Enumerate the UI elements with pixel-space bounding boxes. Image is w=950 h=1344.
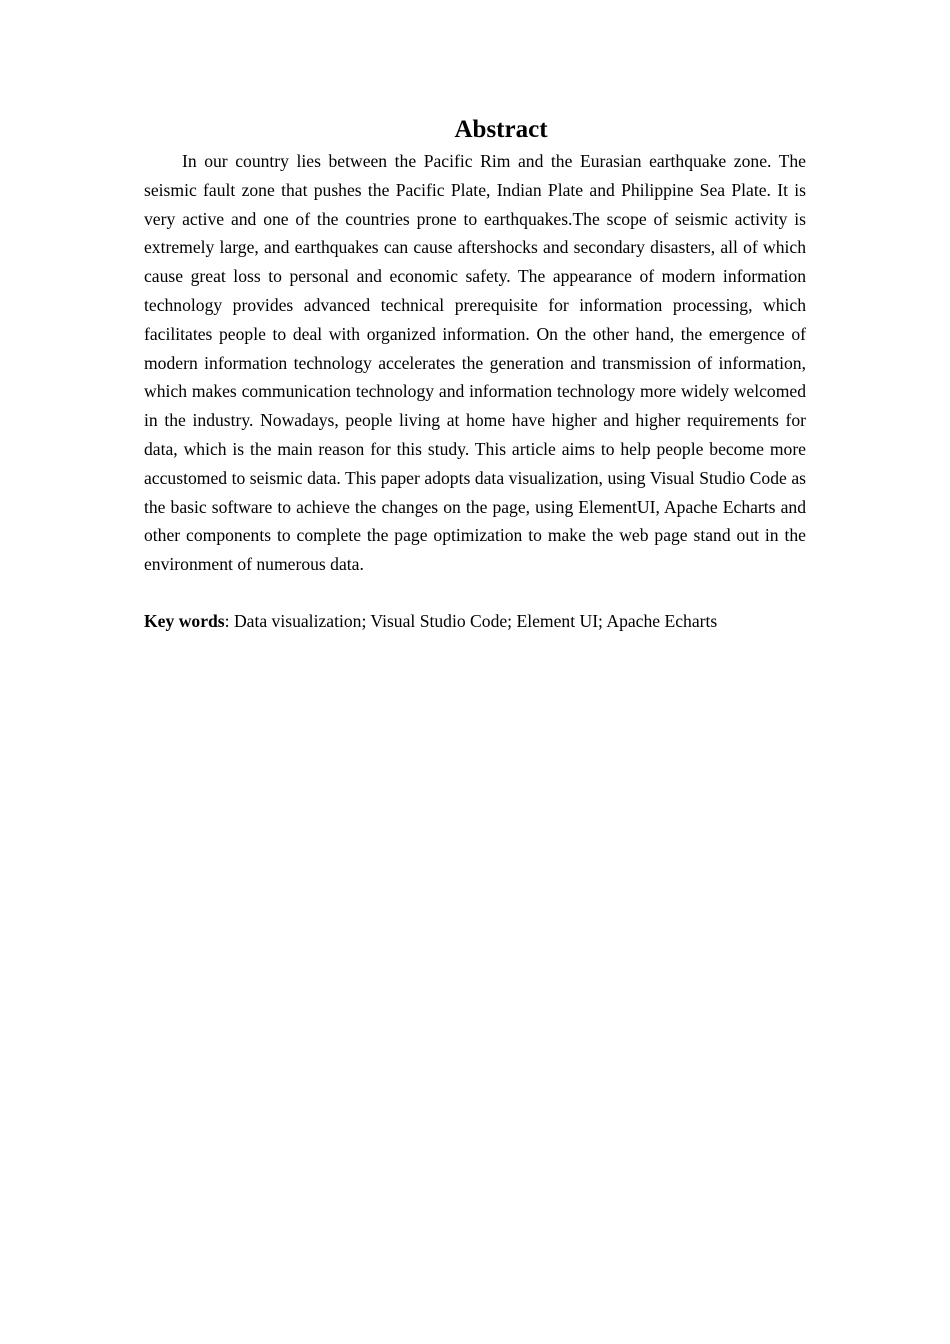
keywords-line [144, 607, 806, 636]
keywords-text: Data visualization; Visual Studio Code; Element UI; Apache Echarts [233, 610, 718, 631]
document-page [144, 113, 806, 636]
keywords-separator: : [224, 610, 234, 631]
keywords-label: Key words [144, 610, 225, 631]
abstract-body: In our country lies between the Pacific Rim and the Eurasian earthquake zone. The seismic fault zone that pushes the Pacific Plate, Indian Plate and Philippine Sea Plate. It is very active and one of the countries prone to earthquakes.The scope of seismic activity is extremely large, and earthquakes can cause aftershocks and secondary disasters, all of which cause great loss to personal and economic safety. The appearance of modern information technology provides advanced technical prerequisite for information processing, which facilitates people to deal with organized information. On the other hand, the emergence of modern information technology accelerates the generation and transmission of information, which makes communication technology and information technology more widely welcomed in the industry. Nowadays, people living at home have higher and higher requirements for data, which is the main reason for this study. This article aims to help people become more accustomed to seismic data. This paper adopts data visualization, using Visual Studio Code as the basic software to achieve the changes on the page, using ElementUI, Apache Echarts and other components to complete the page optimization to make the web page stand out in the environment of numerous data. [144, 151, 806, 575]
abstract-title: Abstract [454, 116, 548, 143]
